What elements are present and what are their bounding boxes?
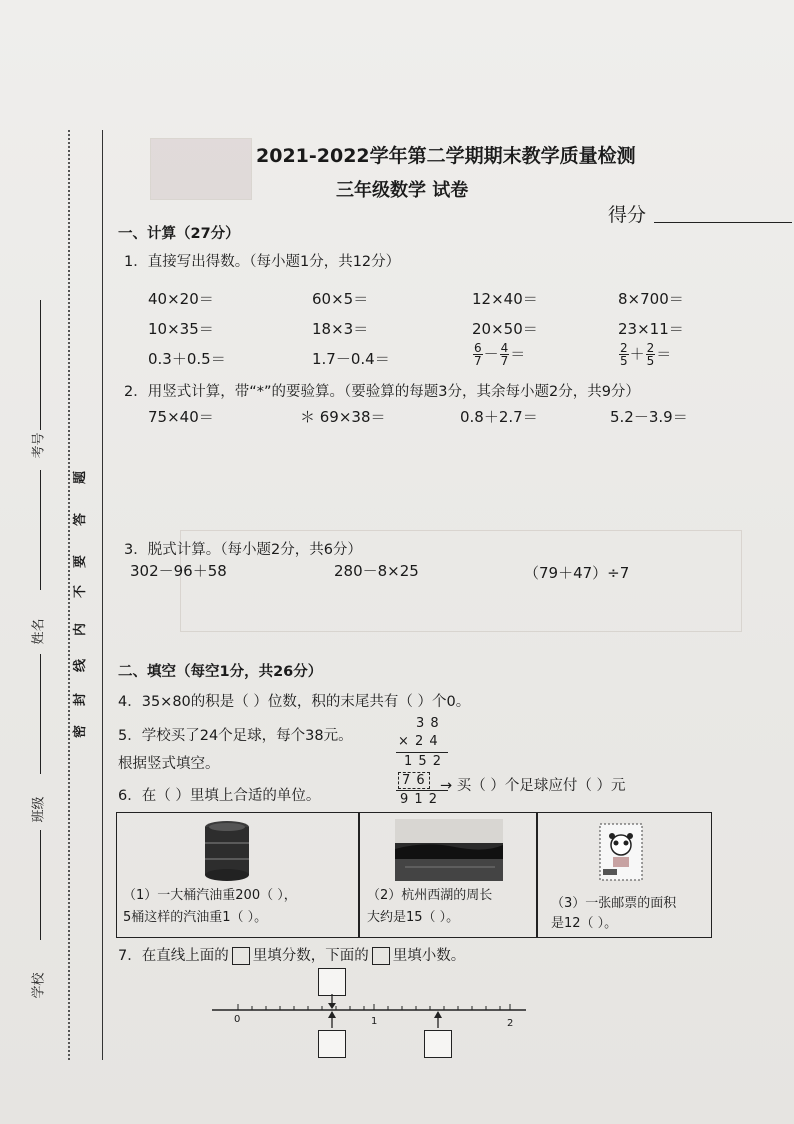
- exam-number-label: 考号: [31, 432, 47, 459]
- q5-text: 5．学校买了24个足球，每个38元。: [118, 728, 353, 744]
- q1-row1-item3: 12×40＝: [472, 290, 538, 308]
- vertical-line-3: 1 5 2: [404, 754, 443, 769]
- panel-oil-barrel: [116, 812, 360, 938]
- panel-2-line-2: 大约是15（ ）。: [367, 910, 460, 925]
- seal-char-1: 题: [73, 470, 89, 485]
- q2-item3: 0.8＋2.7＝: [460, 408, 538, 426]
- answer-box-icon: [232, 947, 250, 965]
- exam-subtitle: 三年级数学 试卷: [336, 180, 469, 201]
- q2-item4: 5.2－3.9＝: [610, 408, 688, 426]
- vertical-line-5: 9 1 2: [400, 792, 439, 807]
- section-1-heading: 一、计算（27分）: [118, 226, 240, 242]
- tick-label-2: 2: [507, 1018, 514, 1029]
- class-label: 班级: [31, 796, 47, 823]
- vertical-rule-1: [396, 752, 448, 753]
- seal-char-7: 封: [73, 692, 89, 707]
- decimal-answer-box-2[interactable]: [424, 1030, 452, 1058]
- score-label: 得分: [608, 204, 647, 226]
- q1-label: 1．直接写出得数。（每小题1分，共12分）: [124, 254, 401, 270]
- q7-text: 7．在直线上面的 里填分数，下面的 里填小数。: [118, 948, 466, 964]
- vertical-line-4: 7 6: [398, 772, 430, 789]
- exam-title: 2021-2022学年第二学期期末教学质量检测: [256, 145, 636, 167]
- fraction-answer-box[interactable]: [318, 968, 346, 996]
- binding-solid-line: [102, 130, 103, 1060]
- panel-2-line-1: （2）杭州西湖的周长: [367, 888, 493, 903]
- section-2-heading: 二、填空（每空1分，共26分）: [118, 664, 323, 680]
- q3-item2: 280－8×25: [334, 562, 419, 580]
- fraction: $\frac{6}{7}$: [474, 341, 482, 368]
- seal-char-2: 答: [73, 512, 89, 527]
- score-line: [654, 222, 792, 223]
- q3-item1: 302－96＋58: [130, 562, 227, 580]
- class-line: [40, 830, 41, 940]
- q2-item1: 75×40＝: [148, 408, 214, 426]
- school-label: 学校: [31, 972, 47, 999]
- panel-west-lake: [358, 812, 538, 938]
- q2-label: 2．用竖式计算，带“*”的要验算。（要验算的每题3分，其余每小题2分，共9分）: [124, 384, 640, 400]
- q1-row2-item4: 23×11＝: [618, 320, 684, 338]
- q5-subtext: 根据竖式填空。: [118, 756, 220, 772]
- fraction: $\frac{4}{7}$: [500, 341, 509, 368]
- q5-buy-text: → 买（ ）个足球应付（ ）元: [440, 778, 626, 794]
- q1-row3-item2: 1.7－0.4＝: [312, 350, 390, 368]
- q1-row3-item3: $\frac{6}{7}$ － $\frac{4}{7}$ ＝: [474, 341, 526, 368]
- answer-box-icon: [372, 947, 390, 965]
- number-line: [200, 994, 540, 1028]
- seal-char-4: 不: [73, 584, 89, 599]
- exam-number-line: [40, 470, 41, 590]
- name-label: 姓名: [31, 618, 47, 645]
- vertical-line-1: 3 8: [416, 716, 440, 731]
- decimal-answer-box-1[interactable]: [318, 1030, 346, 1058]
- tick-label-0: 0: [234, 1014, 241, 1025]
- panel-3-line-1: （3）一张邮票的面积: [551, 896, 677, 911]
- name-line: [40, 654, 41, 774]
- fraction: $\frac{2}{5}$: [620, 341, 628, 368]
- panel-1-line-1: （1）一大桶汽油重200（ ），: [123, 888, 297, 903]
- tick-label-1: 1: [371, 1016, 378, 1027]
- vertical-line-2: × 2 4: [398, 734, 439, 749]
- seal-char-3: 要: [73, 554, 89, 569]
- q1-row3-item1: 0.3＋0.5＝: [148, 350, 226, 368]
- bleed-through-image: [150, 138, 252, 200]
- q3-label: 3．脱式计算。（每小题2分，共6分）: [124, 542, 362, 558]
- panel-3-line-2: 是12（ ）。: [551, 916, 618, 931]
- oil-barrel-icon: [203, 819, 251, 881]
- q1-row2-item3: 20×50＝: [472, 320, 538, 338]
- west-lake-photo-icon: [395, 819, 503, 881]
- q1-row1-item4: 8×700＝: [618, 290, 684, 308]
- q2-item2: ＊ 69×38＝: [300, 408, 386, 426]
- q3-item3: （79＋47）÷7: [524, 564, 630, 582]
- panel-1-line-2: 5桶这样的汽油重1（ ）。: [123, 910, 268, 925]
- seal-char-8: 密: [73, 724, 89, 739]
- seal-char-6: 线: [73, 658, 89, 673]
- q1-row2-item1: 10×35＝: [148, 320, 214, 338]
- seal-char-5: 内: [73, 622, 89, 637]
- stamp-icon: [599, 823, 643, 881]
- q1-row1-item1: 40×20＝: [148, 290, 214, 308]
- q1-row1-item2: 60×5＝: [312, 290, 369, 308]
- q6-text: 6．在（ ）里填上合适的单位。: [118, 788, 321, 804]
- panel-stamp: [536, 812, 712, 938]
- fraction: $\frac{2}{5}$: [646, 341, 655, 368]
- exam-number-line-top: [40, 300, 41, 430]
- q1-row3-item4: $\frac{2}{5}$ ＋ $\frac{2}{5}$ ＝: [620, 341, 672, 368]
- q4-text: 4．35×80的积是（ ）位数，积的末尾共有（ ）个0。: [118, 694, 471, 710]
- q1-row2-item2: 18×3＝: [312, 320, 369, 338]
